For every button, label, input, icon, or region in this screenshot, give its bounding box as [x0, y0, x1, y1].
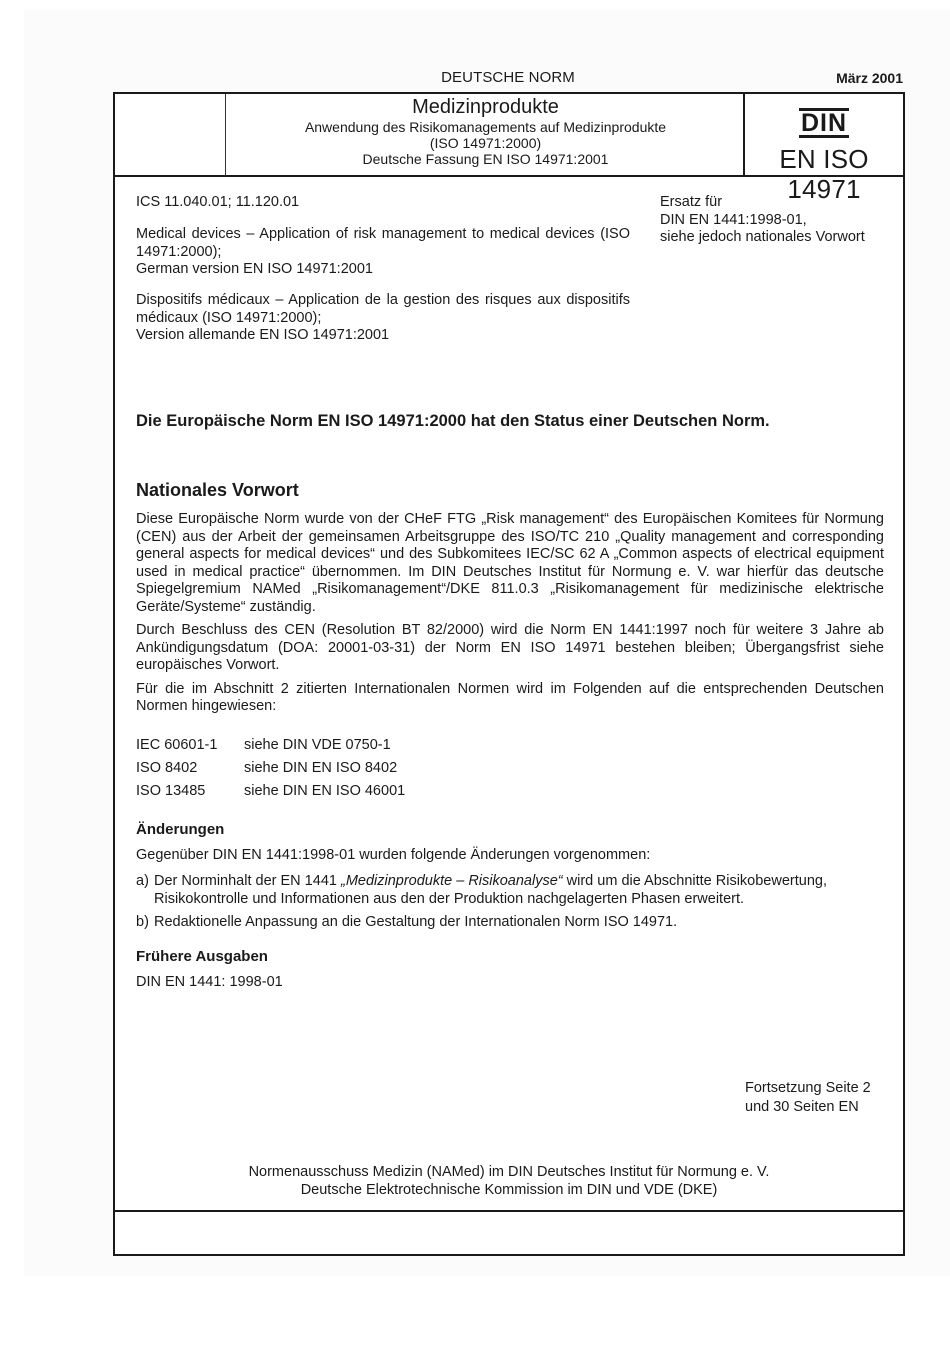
reference-list [136, 737, 884, 806]
change-item [136, 914, 884, 932]
title-block [228, 95, 743, 167]
change-text-part: Der Norminhalt der EN 1441 [154, 873, 341, 889]
publisher-footer [113, 1163, 905, 1199]
change-text [154, 873, 884, 908]
document-type: DEUTSCHE NORM [441, 69, 575, 86]
replacement-reference: siehe jedoch nationales Vorwort [660, 229, 865, 245]
changes-list [136, 873, 884, 932]
german-standard: siehe DIN EN ISO 8402 [244, 760, 398, 776]
german-standard: siehe DIN VDE 0750-1 [244, 737, 391, 753]
publisher-line: Normenausschuss Medizin (NAMed) im DIN Deutsches Institut für Normung e. V. [248, 1164, 770, 1180]
international-standard: IEC 60601-1 [136, 737, 218, 753]
earlier-edition-value: DIN EN 1441: 1998-01 [136, 974, 283, 990]
replacement-label: Ersatz für [660, 194, 723, 210]
section-heading-changes: Änderungen [136, 821, 225, 838]
german-standard: siehe DIN EN ISO 46001 [244, 783, 406, 799]
list-marker: b) [136, 914, 149, 930]
subtitle-line: Anwendung des Risikomanagements auf Medizinprodukte [304, 119, 667, 135]
continuation-note [745, 1079, 871, 1117]
foreword-paragraph: Diese Europäische Norm wurde von der CHeF FTG „Risk management“ des Europäischen Komitees für Normung (CEN) aus der Arbeit der gemeinsamen Arbeitsgruppe des ISO/TC 210 „Quality management and corresponding general aspects for medical devices“ und des Subkomitees IEC/SC 62 A „Common aspects of electrical equipment used in medical practice“ übernommen. Im DIN Deutsches Institut für Normung e. V. war hierfür das deutsche Spiegelgremium NAMed „Risikomanagement“/DKE 811.0.3 „Risikomanagement für medizinische elektrische Geräte/Systeme“ zuständig. [136, 511, 884, 615]
list-marker: a) [136, 873, 149, 889]
foreword-paragraph: Für die im Abschnitt 2 zitierten Internationalen Normen wird im Folgenden auf die entsprechenden Deutschen Normen hingewiesen: [136, 680, 884, 714]
change-item [136, 873, 884, 908]
reference-row [136, 737, 884, 760]
publisher-line: Deutsche Elektrotechnische Kommission im DIN und VDE (DKE) [300, 1182, 718, 1198]
referenced-title: „Medizinprodukte – Risikoanalyse“ [340, 873, 563, 889]
foreword-body [136, 511, 884, 722]
norm-number: EN ISO 14971 [779, 144, 869, 204]
continuation-line: und 30 Seiten EN [745, 1099, 859, 1115]
change-text: Redaktionelle Anpassung an die Gestaltung der Internationalen Norm ISO 14971. [154, 914, 678, 930]
reference-row [136, 783, 884, 806]
english-title-block [136, 226, 630, 279]
din-logo-icon: DIN [800, 109, 848, 137]
ics-code: ICS 11.040.01; 11.120.01 [136, 194, 300, 210]
status-statement: Die Europäische Norm EN ISO 14971:2000 hat den Status einer Deutschen Norm. [136, 412, 770, 430]
english-version: German version EN ISO 14971:2001 [136, 261, 373, 277]
international-standard: ISO 8402 [136, 760, 198, 776]
header-right-divider [743, 94, 745, 176]
publication-date: März 2001 [836, 70, 903, 86]
header-left-divider [225, 94, 226, 176]
subtitle-line: Deutsche Fassung EN ISO 14971:2001 [362, 151, 609, 167]
foreword-paragraph: Durch Beschluss des CEN (Resolution BT 82/2000) wird die Norm EN 1441:1997 noch für weitere 3 Jahre ab Ankündigungsdatum (DOA: 20001-03-31) der Norm EN ISO 14971 bestehen bleiben; Übergangsfrist siehe europäisches Vorwort. [136, 622, 884, 673]
french-title: Dispositifs médicaux – Application de la gestion des risques aux dispositifs médicaux (ISO 14971:2000); [136, 292, 630, 326]
reference-row [136, 760, 884, 783]
international-standard: ISO 13485 [136, 783, 206, 799]
changes-intro: Gegenüber DIN EN 1441:1998-01 wurden folgende Änderungen vorgenommen: [136, 847, 651, 863]
change-text-part: wird um die Abschnitte Risikobewertung, Risikokontrolle und Informationen aus den der Produktion nachgelagerten Phasen erweitert. [154, 873, 827, 907]
document-title: Medizinprodukte [412, 96, 559, 118]
french-version: Version allemande EN ISO 14971:2001 [136, 327, 390, 343]
footer-divider [113, 1210, 905, 1212]
continuation-line: Fortsetzung Seite 2 [745, 1080, 871, 1096]
section-heading-national-foreword: Nationales Vorwort [136, 480, 299, 500]
french-title-block [136, 292, 630, 345]
logo-block [746, 96, 902, 204]
subtitle-line: (ISO 14971:2000) [429, 135, 542, 151]
english-title: Medical devices – Application of risk management to medical devices (ISO 14971:2000); [136, 226, 630, 260]
replacement-note [660, 194, 865, 247]
replaced-standard: DIN EN 1441:1998-01, [660, 211, 807, 228]
section-heading-earlier-editions: Frühere Ausgaben [136, 948, 268, 965]
